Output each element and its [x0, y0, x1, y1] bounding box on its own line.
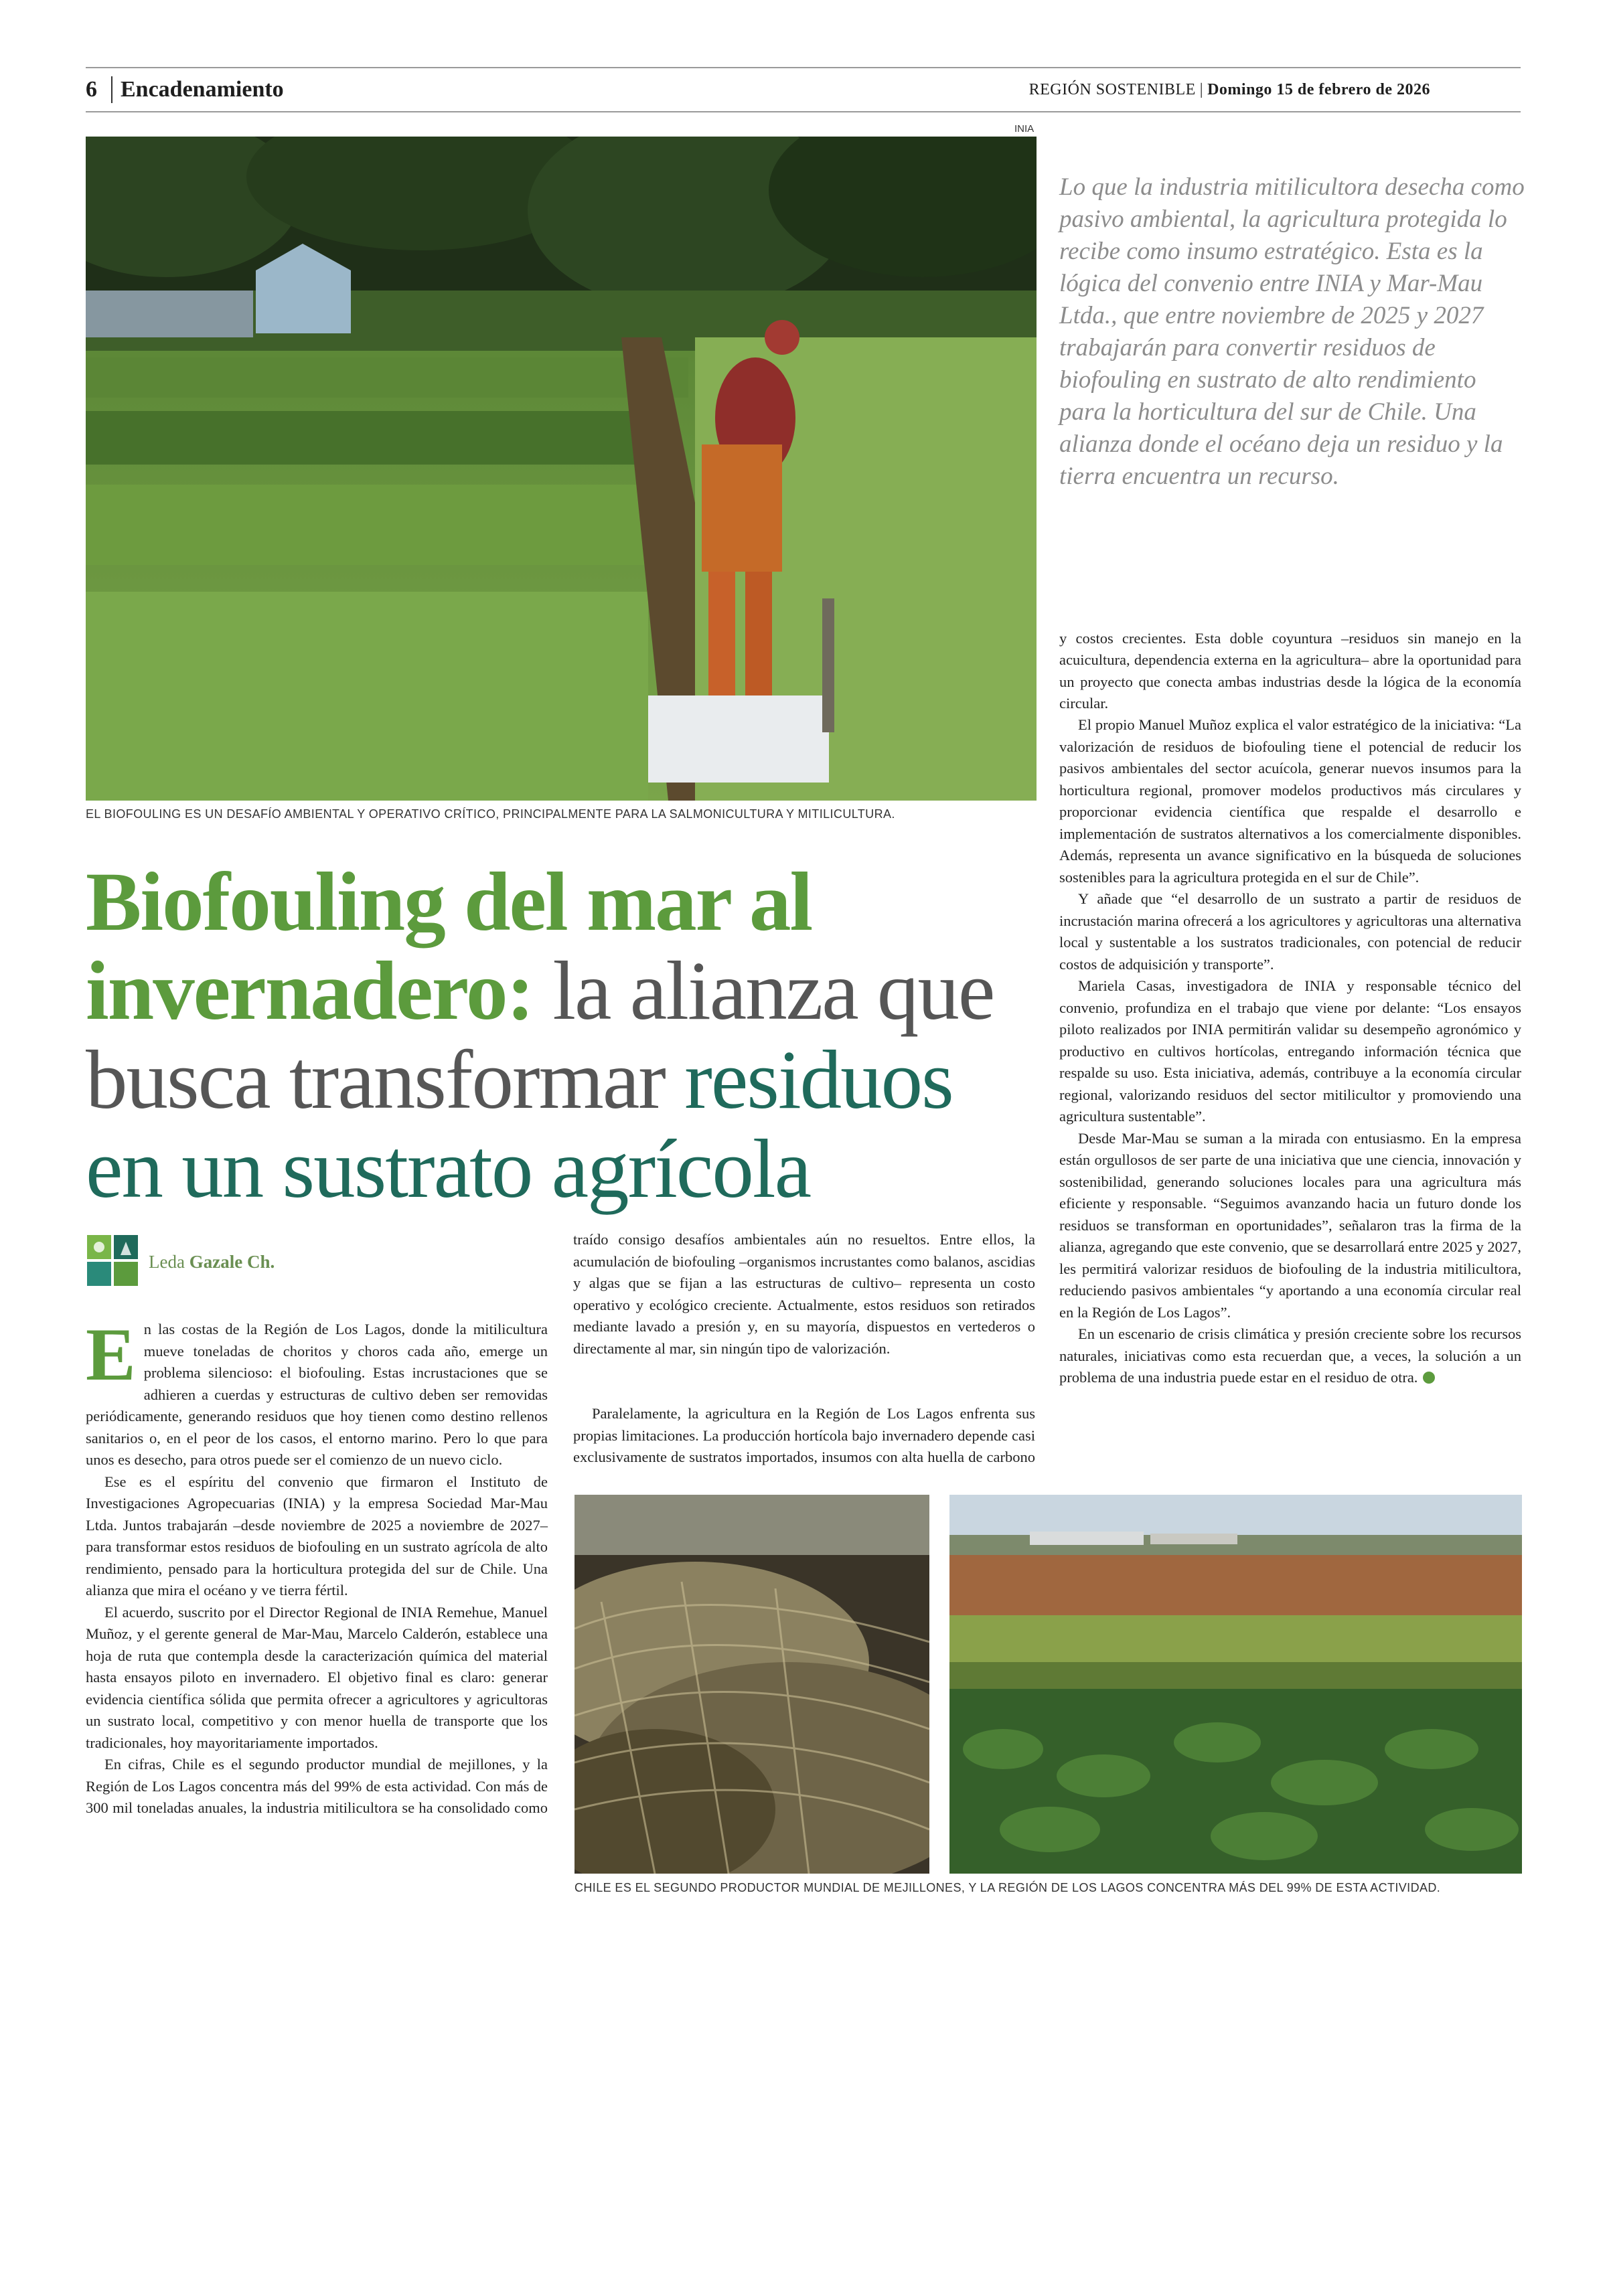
lead-paragraph: Lo que la industria mitilicultora desecha como pasivo ambiental, la agricultura protegida lo recibe como insumo estratégico. Esta es la lógica del convenio entre INIA y Mar-Mau Ltda., que entre noviembre de 2025 y 2027 trabajarán para convertir residuos de biofouling en sustrato de alto rendimiento para la horticultura del sur de Chile. Una alianza donde el océano deja un residuo y la tierra encuentra un recurso.	[1059, 173, 1525, 490]
photo-credit: INIA	[1014, 123, 1035, 135]
byline	[149, 1250, 275, 1273]
paragraph-text: En cifras, Chile es el segundo productor mundial de mejillones, y la Región de Los Lagos concentra más del 99% de esta actividad. Con más de 300 mil toneladas anuales, la industria mitilicultora se ha consolidado como	[86, 1756, 548, 1816]
article-column-1	[86, 1313, 548, 1817]
section-name: Encadenamiento	[121, 77, 284, 102]
paragraph-text: En un escenario de crisis climática y presión creciente sobre los recursos naturales, iniciativas como esta recuerdan que, a veces, la solución a un problema de una industria puede estar en el residuo de otra.	[1059, 1325, 1521, 1386]
nets-photo	[575, 1495, 929, 1874]
publication-header: REGIÓN SOSTENIBLE | Domingo 15 de febrero de 2026	[1025, 78, 1434, 102]
main-photo-caption: EL BIOFOULING ES UN DESAFÍO AMBIENTAL Y OPERATIVO CRÍTICO, PRINCIPALMENTE PARA LA SALMONICULTURA Y MITILICULTURA.	[86, 807, 895, 821]
page-number: 6	[86, 77, 97, 102]
article-paragraph: Ese es el espíritu del convenio que firmaron el Instituto de Investigaciones Agropecuarias (INIA) y la empresa Sociedad Mar-Mau Ltda. Juntos trabajarán –desde noviembre de 2025 a noviembre de 2027– para transformar estos residuos de biofouling en un sustrato agrícola de alto rendimiento, pensado para la horticultura protegida del sur de Chile. Una alianza que mira el océano y ve tierra fértil.	[86, 1473, 548, 1598]
article-paragraph-continued	[1059, 627, 1521, 714]
paragraph-text: traído consigo desafíos ambientales aún no resueltos. Entre ellos, la acumulación de biofouling –organismos incrustantes como balanos, ascidias y algas que se fijan a las estructuras de cultivo– representa un costo operativo y ecológico creciente. Actualmente, estos residuos son retirados mediante lavado a presión y, en su mayoría, dispuestos en vertederos o directamente al mar, sin ningún tipo de valorización.	[573, 1231, 1035, 1357]
byline-last-name: Gazale Ch.	[184, 1252, 275, 1272]
field-photo	[949, 1495, 1522, 1874]
publication-date: Domingo 15 de febrero de 2026	[1207, 81, 1430, 98]
bottom-photos-caption: CHILE ES EL SEGUNDO PRODUCTOR MUNDIAL DE MEJILLONES, Y LA REGIÓN DE LOS LAGOS CONCENTRA MÁS DEL 99% DE ESTA ACTIVIDAD.	[575, 1881, 1441, 1894]
end-mark-icon	[1423, 1372, 1435, 1384]
headline-part-1: Biofouling del mar al invernadero:	[86, 856, 812, 1038]
byline-first-name: Leda	[149, 1252, 185, 1272]
article-paragraph: Mariela Casas, investigadora de INIA y responsable técnico del convenio, profundiza en el trabajo que viene por delante: “Los ensayos piloto realizados por INIA permitirán validar su desempeño agronómico y productivo en cultivos hortícolas, entregando información técnica que respalde su uso. Esta iniciativa, además, contribuye a la economía circular regional, valorizando residuos del sector mitilicultor y promoviendo una agricultura sustentable”.	[1059, 977, 1521, 1125]
article-paragraph: El acuerdo, suscrito por el Director Regional de INIA Remehue, Manuel Muñoz, y el gerente general de Mar-Mau, Marcelo Calderón, establece una hoja de ruta que contempla desde la caracterización química del material hasta ensayos piloto en invernadero. El objetivo final es claro: generar evidencia científica sólida que permita ofrecer a agricultores y agricultoras un sustrato local, competitivo y con menor huella de transporte que los tradicionales, hoy mayoritariamente importados.	[86, 1603, 548, 1751]
article-paragraph	[573, 1403, 1035, 1468]
inia-logo-icon	[86, 1234, 141, 1289]
header-rule-top	[86, 67, 1521, 68]
paragraph-text: Paralelamente, la agricultura en la Región de Los Lagos enfrenta sus propias limitaciones. La producción hortícola bajo invernadero depende casi exclusivamente de sustratos importados, insumos con alta huella de carbono	[573, 1405, 1035, 1465]
article-paragraph: Y añade que “el desarrollo de un sustrato a partir de residuos de incrustación marina ofrecerá a los agricultores y agricultoras una alternativa local y sustentable a los sustratos tradicionales, con potencial de reducir costos de adquisición y transporte”.	[1059, 890, 1521, 973]
main-photo	[86, 137, 1037, 801]
article-paragraph	[86, 1313, 548, 1471]
publication-name: REGIÓN SOSTENIBLE	[1028, 81, 1196, 98]
paragraph-text: n las costas de la Región de Los Lagos, donde la mitilicultura mueve toneladas de choritos y choros cada año, emerge un problema silencioso: el biofouling. Estas incrustaciones que se adhieren a cuerdas y estructuras de cultivo deben ser removidas periódicamente, generando residuos que hoy tienen como destino rellenos sanitarios o, en el peor de los casos, el entorno marino. Pero lo que para unos es desecho, para otros puede ser el comienzo de un nuevo ciclo.	[86, 1321, 548, 1468]
header-separator	[111, 76, 112, 103]
article-column-2	[573, 1229, 1035, 1468]
article-paragraph	[1059, 1323, 1521, 1389]
paragraph-text: y costos crecientes. Esta doble coyuntura –residuos sin manejo en la acuicultura, dependencia externa en la agricultura– abre la oportunidad para un proyecto que conecta ambas industrias desde la lógica de la economía circular.	[1059, 629, 1521, 712]
article-paragraph: Desde Mar-Mau se suman a la mirada con entusiasmo. En la empresa están orgullosos de ser parte de una iniciativa que une ciencia, innovación y sostenibilidad, generando soluciones locales para una agricultura más eficiente y responsable. “Seguimos avanzando hacia un futuro donde los residuos se transforman en oportunidades”, señalaron tras la firma de la alianza, agregando que este convenio, que se desarrollará entre 2025 y 2027, les permitirá valorizar residuos de biofouling de la industria mitilicultora, reduciendo pasivos ambientales “y aportando a una economía circular real en la Región de Los Lagos”.	[1059, 1129, 1521, 1321]
article-paragraph	[86, 1754, 548, 1817]
headline	[86, 858, 1023, 1214]
header-rule-bottom	[86, 111, 1521, 112]
article-paragraph: El propio Manuel Muñoz explica el valor estratégico de la iniciativa: “La valorización de residuos de biofouling tiene el potencial de reducir los pasivos ambientales del sector acuícola, generar nuevos insumos para la horticultura regional, promover modelos productivos más circulares y proporcionar evidencia científica que respalde el desarrollo e implementación de sustratos alternativos a los comercialmente disponibles. Además, representa un avance significativo en la búsqueda de soluciones sostenibles para la agricultura protegida en el sur de Chile”.	[1059, 716, 1521, 886]
headline-part-2: la alianza que busca transformar	[86, 945, 994, 1127]
article-paragraph-continued	[573, 1229, 1035, 1403]
drop-cap: E	[86, 1313, 136, 1396]
headline-part-3: residuos en un sustrato agrícola	[86, 1034, 953, 1216]
article-column-3	[1059, 627, 1521, 1389]
